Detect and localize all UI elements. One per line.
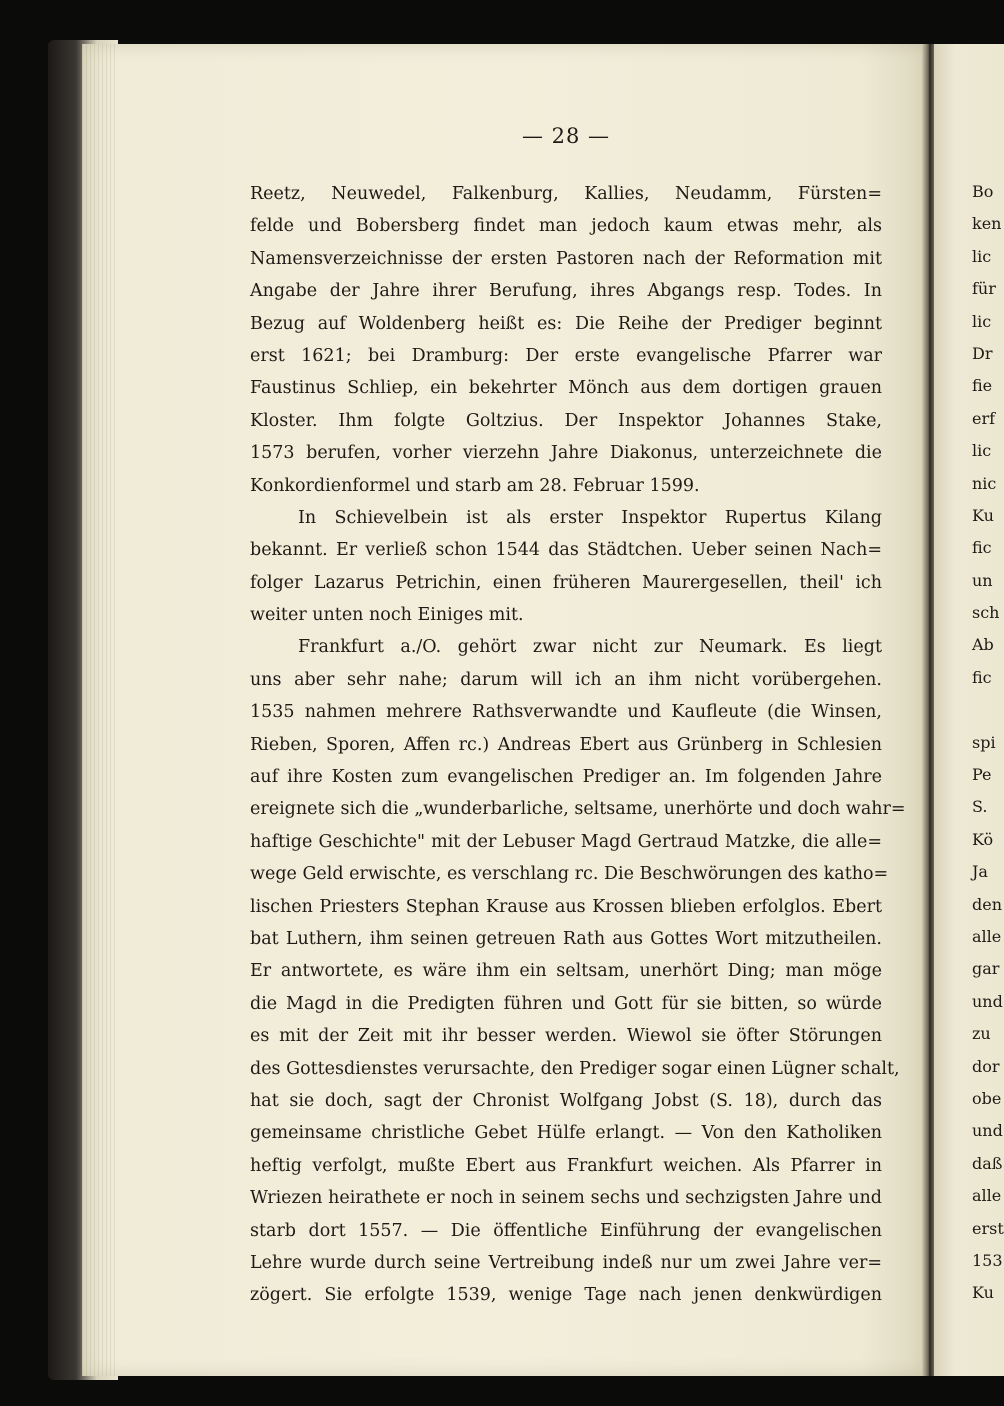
right-page-fragment: gar [972,959,1000,979]
right-page-fragment: obe [972,1088,1002,1108]
right-page-fragment: Bo [972,182,994,201]
text-line: In Schievelbein ist als erster Inspektor Rupertus Kilang [298,507,882,528]
paragraph-3 [250,631,906,1311]
left-page-text [250,122,906,1312]
text-line: felde und Bobersberg findet man jedoch kaum etwas mehr, als [250,216,882,237]
text-line: Rieben, Sporen, Affen rc.) Andreas Ebert aus Grünberg in Schlesien [250,734,882,755]
text-line: Lehre wurde durch seine Vertreibung indeß nur um zwei Jahre ver= [250,1252,882,1273]
right-page-fragment: Ab [972,635,994,655]
right-page-fragment: nic [972,473,997,493]
text-line: bat Luthern, ihm seinen getreuen Rath aus Gottes Wort mitzutheilen. [250,928,882,949]
text-line: des Gottesdienstes verursachte, den Prediger sogar einen Lügner schalt, [250,1058,900,1079]
right-page-fragment: ken [972,214,1002,234]
text-line: 1573 berufen, vorher vierzehn Jahre Diakonus, unterzeichnete die [250,443,882,464]
right-page-fragment: fic [972,538,992,558]
text-line: Angabe der Jahre ihrer Berufung, ihres Abgangs resp. Todes. In [250,281,882,302]
right-page-fragment: sch [972,603,1000,623]
right-page-gap [972,694,1000,726]
text-line: starb dort 1557. — Die öffentliche Einführung der evangelischen [250,1220,882,1241]
right-page-fragment: S. [972,797,988,817]
text-line: Bezug auf Woldenberg heißt es: Die Reihe der Prediger beginnt [250,313,882,334]
text-line: folger Lazarus Petrichin, einen früheren Maurergesellen, theil' ich [250,572,882,593]
text-line: die Magd in die Predigten führen und Gott für sie bitten, so würde [250,993,882,1014]
paragraph-1 [250,178,882,502]
text-line: weiter unten noch Einiges mit. [250,605,524,626]
text-line: wege Geld erwischte, es verschlang rc. Die Beschwörungen des katho= [250,864,889,885]
text-line: haftige Geschichte" mit der Lebuser Magd Gertraud Matzke, die alle= [250,831,882,852]
right-page-fragment: Ku [972,1283,994,1303]
right-page-fragment: lic [972,311,992,331]
text-line: Faustinus Schliep, ein bekehrter Mönch aus dem dortigen grauen [250,378,882,399]
text-line: es mit der Zeit mit ihr besser werden. Wiewol sie öfter Störungen [250,1026,882,1047]
text-line: 1535 nahmen mehrere Rathsverwandte und Kaufleute (die Winsen, [250,702,882,723]
text-line: Er antwortete, es wäre ihm ein seltsam, unerhört Ding; man möge [250,961,882,982]
paragraph-2 [250,502,882,632]
right-page-fragment: daß [972,1153,1003,1173]
right-page-fragment: zu [972,1024,991,1044]
text-line: gemeinsame christliche Gebet Hülfe erlangt. — Von den Katholiken [250,1123,882,1144]
text-line: lischen Priesters Stephan Krause aus Krossen blieben erfolglos. Ebert [250,896,882,917]
right-page-fragment: und [972,1121,1003,1141]
right-page-fragment: alle [972,926,1002,946]
page-number: — 28 — [521,124,611,148]
text-line: Frankfurt a./O. gehört zwar nicht zur Neumark. Es liegt [298,637,882,658]
right-page-fragment: alle [972,1186,1002,1206]
text-line: zögert. Sie erfolgte 1539, wenige Tage nach jenen denkwürdigen [250,1285,882,1306]
right-page-fragment: den [972,894,1003,914]
text-line: Namensverzeichnisse der ersten Pastoren nach der Reformation mit [250,248,882,269]
text-line: heftig verfolgt, mußte Ebert aus Frankfurt weichen. Als Pfarrer in [250,1155,882,1176]
right-page-fragment: lic [972,441,992,461]
text-line: uns aber sehr nahe; darum will ich an ihm nicht vorübergehen. [250,669,882,690]
text-line: erst 1621; bei Dramburg: Der erste evangelische Pfarrer war [250,345,882,366]
right-page-fragment: Kö [972,829,994,849]
right-page-fragment: fie [972,376,993,396]
right-page-fragment: und [972,991,1003,1011]
right-page-fragment: dor [972,1056,1000,1076]
right-page-fragment: erst [972,1218,1004,1238]
text-line: Konkordienformel und starb am 28. Februar 1599. [250,475,700,496]
text-line: Kloster. Ihm folgte Goltzius. Der Inspektor Johannes Stake, [250,410,882,431]
right-page-text-fragments [972,176,1004,1310]
right-page-fragment: un [972,570,993,590]
text-line: ereignete sich die „wunderbarliche, seltsame, unerhörte und doch wahr= [250,799,906,820]
text-line: hat sie doch, sagt der Chronist Wolfgang Jobst (S. 18), durch das [250,1090,882,1111]
right-page-fragment: Pe [972,765,992,785]
text-line: Wriezen heirathete er noch in seinem sechs und sechzigsten Jahre und [250,1188,882,1209]
right-page-fragment: Ja [972,862,988,882]
right-page-fragment: 153 [972,1250,1003,1270]
right-page-fragment: Dr [972,343,993,363]
right-page-fragment: spi [972,732,996,752]
right-page-fragment: für [972,279,996,299]
right-page-fragment: lic [972,246,992,266]
right-page-fragment: Ku [972,505,994,525]
right-page-fragment: fic [972,667,992,687]
text-line: auf ihre Kosten zum evangelischen Prediger an. Im folgenden Jahre [250,767,882,788]
text-line: bekannt. Er verließ schon 1544 das Städtchen. Ueber seinen Nach= [250,540,882,561]
text-line: Reetz, Neuwedel, Falkenburg, Kallies, Neudamm, Fürsten= [250,184,882,204]
right-page-fragment: erf [972,408,996,428]
